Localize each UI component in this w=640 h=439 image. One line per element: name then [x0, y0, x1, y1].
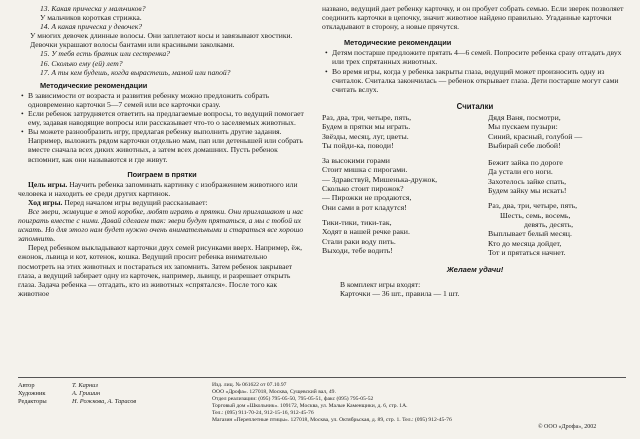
- rhyme-line: Будем зайку мы искать!: [488, 186, 567, 196]
- question-list: [18, 4, 306, 77]
- rhyme-line: девять, десять,: [524, 219, 574, 229]
- method-item-right-2: • Во время игры, когда у ребенка закрыты глаза, ведущий может произносить одну из считалок. Считалка закончилась — ребенок открывает глаза. Дети постарше могут сами считать вслух.: [322, 67, 628, 94]
- imprint: [212, 382, 492, 424]
- goal-label: Цель игры.: [28, 179, 68, 189]
- rhyme-2: [322, 156, 480, 212]
- rhyme-line: Шесть, семь, восемь,: [500, 210, 571, 220]
- question-14: 14. А какая прическа у девочек?: [40, 22, 143, 32]
- method-title-left: Методические рекомендации: [40, 80, 148, 90]
- left-column: [18, 4, 306, 298]
- credit-artist: [18, 390, 178, 398]
- move-text: Перед началом игры ведущий рассказывает:: [64, 197, 208, 207]
- rhyme-6: [488, 201, 628, 257]
- question-16: 16. Сколько ему (ей) лет?: [40, 58, 123, 68]
- kit-contents: Карточки — 36 шт., правила — 1 шт.: [340, 289, 460, 299]
- rhyme-line: Стоит мишка с пирогами.: [322, 165, 408, 175]
- right-intro: названо, ведущий дает ребенку карточку, и он пробует собрать семью. Если зверек позволяет соединить карточки в цепочку, значит животное найдено правильно. Угаданные карточки откладывают в сторону, а новые прячутся.: [322, 4, 624, 32]
- credit-editors: [18, 398, 178, 406]
- credit-name: А. Гришин: [72, 389, 101, 397]
- rhyme-line: Они сами в рот кладутся!: [322, 202, 407, 212]
- footer-divider: [18, 377, 626, 378]
- goal-text: Научить ребенка запоминать картинку с изображением животного или человека и находить ее среди других картинок.: [18, 179, 298, 198]
- question-13: 13. Какая прическа у мальчиков?: [40, 4, 146, 13]
- move-label: Ход игры.: [28, 197, 63, 207]
- method-item-left-2: • Если ребенок затрудняется ответить на предлагаемые вопросы, то ведущий помогает ему, задавая наводящие вопросы или рассказывает что-то о заселяемых животных.: [18, 109, 306, 127]
- rhyme-line: Раз, два, три, четыре, пять,: [488, 201, 578, 211]
- imprint-line: Тел.: (095) 911-70-24, 912-15-16, 912-45-76: [212, 410, 314, 416]
- credit-role: Автор: [18, 382, 35, 389]
- rhyme-line: Выплывает белый месяц.: [488, 229, 572, 239]
- method-item-left-3: • Вы можете разнообразить игру, предлагая ребенку выполнить другие задания. Например, выложить рядом карточки отдельно мам, пап или детенышей или собрать вместе сначала всех диких животных, а затем всех домашних. Пусть ребенок вспомнит, как они называются и где живут.: [18, 127, 306, 163]
- rhyme-line: Будем в прятки мы играть.: [322, 122, 411, 132]
- game-goal: [18, 180, 306, 198]
- credit-name: Н. Рожкова, А. Тарасов: [72, 397, 137, 405]
- rhyme-line: Раз, два, три, четыре, пять,: [322, 112, 412, 122]
- method-item-left-1: • В зависимости от возраста и развития ребенку можно предложить собрать одновременно карточки 5—7 семей или все карточки сразу.: [18, 91, 306, 109]
- rhyme-line: Стали раки воду пить.: [322, 236, 396, 246]
- method-item-right-1: • Детям постарше предложите прятать 4—6 семей. Попросите ребенка сразу отгадать двух или трех спрятанных животных.: [322, 48, 628, 66]
- credits: [18, 382, 178, 405]
- credit-role: Редакторы: [18, 397, 47, 405]
- kit-title: В комплект игры входят:: [340, 280, 421, 290]
- question-15: 15. У тебя есть братик или сестренка?: [40, 49, 170, 59]
- rhyme-line: Синий, красный, голубой —: [488, 131, 583, 141]
- imprint-line: Изд. лиц. № 061622 от 07.10.97: [212, 382, 287, 388]
- move-quote: Все звери, живущие в этой коробке, любят играть в прятки. Они приглашают и нас поиграть вместе с ними. Давай сделаем так: звери будут прятаться, а мы с тобой их искать. Но для этого нам будет нужно очень внимательными и стараться все хорошо запомнить.: [18, 206, 304, 244]
- game-move: [18, 198, 306, 207]
- rhymes: [322, 113, 628, 263]
- move-rest: Перед ребенком выкладывают карточки двух семей рисунками вверх. Например, ёж, ежонок, львица и кот, котенок, кошка. Ведущий просит ребенка внимательно посмотреть на этих животных и постараться их запомнить. Затем ребенок закрывает глаза, а ведущий забирает одну из карточек, например, львицу, и разрешает открыть глаза. Задача ребенка — отгадать, кто из животных «спрятался». После того как животное: [18, 243, 302, 298]
- rhyme-line: Мы пускаем пузыри:: [488, 122, 558, 132]
- game-title: Поиграем в прятки: [127, 169, 197, 179]
- rhyme-line: Бежит зайка по дороге: [488, 158, 563, 168]
- method-title-right: Методические рекомендации: [344, 38, 452, 48]
- rhyme-3: [322, 218, 480, 255]
- rhyme-1: [322, 113, 480, 150]
- credit-name: Т. Карниз: [72, 382, 98, 389]
- credit-author: [18, 382, 178, 390]
- imprint-line: ООО «Дрофа». 127018, Москва, Сущевский вал, 49.: [212, 389, 336, 395]
- imprint-line: Магазин «Переплетные птицы». 127018, Москва, ул. Октябрьская, д. 89, стр. 1. Тел.: (095) 912-45-76: [212, 417, 452, 423]
- imprint-line: Отдел реализации: (095) 795-05-50, 795-05-51, факс (095) 795-05-52: [212, 396, 374, 402]
- good-luck-wish: Желаем удачи!: [446, 265, 504, 275]
- rhymes-right-column: [488, 113, 628, 263]
- rhyme-line: Тот и прятаться начнет.: [488, 247, 566, 257]
- rhyme-line: За высокими горами: [322, 156, 390, 166]
- rhyme-4: [488, 113, 628, 150]
- rhyme-line: Да устали его ноги.: [488, 167, 553, 177]
- rhymes-title: Считалки: [456, 101, 494, 111]
- copyright: © ООО «Дрофа», 2002: [538, 424, 597, 430]
- answer-13: У мальчиков короткая стрижка.: [40, 13, 142, 23]
- right-column: [322, 4, 628, 298]
- rhyme-line: Захотелось зайке спать,: [488, 176, 567, 186]
- rhyme-line: Звёзды, месяц, луг, цветы.: [322, 131, 409, 141]
- answer-14: У многих девочек длинные волосы. Они заплетают косы и завязывают хвостики. Девочки украшают волосы бантами или красивыми заколками.: [30, 31, 293, 50]
- rhyme-line: Выбирай себе любой!: [488, 140, 561, 150]
- rhyme-5: [488, 158, 628, 195]
- rhyme-line: Кто до месяца дойдет,: [488, 238, 562, 248]
- credit-role: Художник: [18, 389, 46, 397]
- rhyme-line: — Пирожки не продаются,: [322, 193, 412, 203]
- rhyme-line: Сколько стоит пирожок?: [322, 184, 404, 194]
- rhyme-line: — Здравствуй, Мишенька-дружок,: [322, 174, 438, 184]
- rhyme-line: Ходят в нашей речке раки.: [322, 227, 410, 237]
- question-17: 17. А ты кем будешь, когда вырастешь, мамой или папой?: [40, 67, 231, 77]
- rhyme-line: Тики-тики, тики-так,: [322, 217, 392, 227]
- rhymes-left-column: [322, 113, 480, 263]
- rhyme-line: Ты пойди-ка, поводи!: [322, 140, 394, 150]
- rhyme-line: Дядя Ваня, посмотри,: [488, 112, 561, 122]
- rhyme-line: Выходи, тебе водить!: [322, 245, 393, 255]
- imprint-line: Торговый дом «Школьник». 109172, Москва, ул. Малые Каменщики, д. 6, стр. 1А.: [212, 403, 408, 409]
